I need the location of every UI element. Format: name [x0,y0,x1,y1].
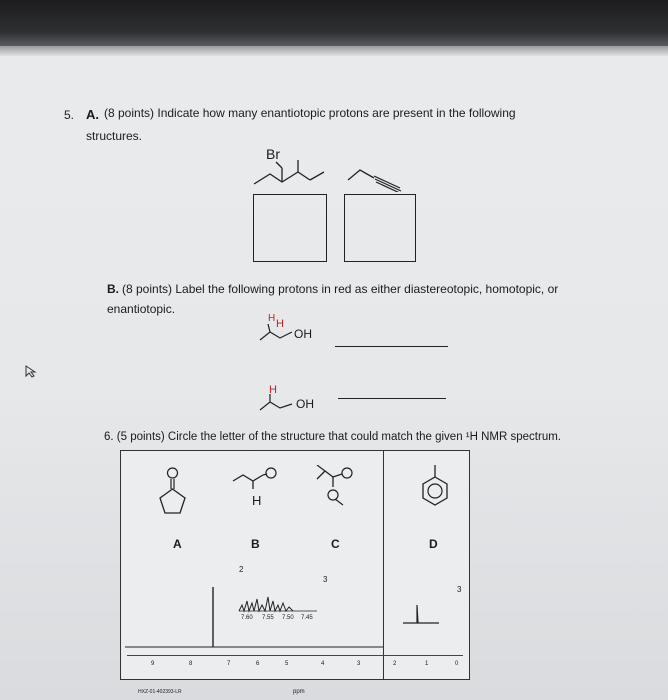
monitor-bezel-edge [0,46,668,56]
nmr-spectrum-panel [120,450,470,680]
question-5a-label: A. [86,107,99,122]
question-5b-text: (8 points) Label the following protons in red as either diastereotopic, homotopic, or [122,282,559,296]
axis-unit: ppm [293,689,305,695]
monitor-bezel [0,0,668,46]
struct2-h: H [269,384,277,396]
axis-tick-3: 3 [357,661,361,667]
alkyne-structure [344,162,414,192]
choice-d[interactable]: D [429,537,438,551]
question-5b-text-cont: enantiotopic. [107,302,176,316]
alcohol-structure-1 [258,320,298,344]
axis-tick-0: 0 [455,661,459,667]
inset-tick-2: 7.55 [262,615,274,621]
question-5a-text: (8 points) Indicate how many enantiotopic protons are present in the following [104,106,516,120]
axis-tick-8: 8 [189,661,193,667]
struct1-oh: OH [294,327,312,341]
answer-box-1[interactable] [253,194,327,262]
axis-tick-7: 7 [227,661,231,667]
axis-tick-4: 4 [321,661,325,667]
question-5-number: 5. [64,108,75,122]
peak-label-2: 2 [239,565,244,574]
struct2-oh: OH [296,397,314,411]
axis-tick-1: 1 [425,661,429,667]
struct1-h-second: H [276,318,284,330]
axis-tick-9: 9 [151,661,155,667]
inset-tick-1: 7.60 [241,615,253,621]
mouse-cursor-icon [24,364,38,378]
answer-line-2[interactable] [338,398,446,399]
axis-tick-6: 6 [256,661,260,667]
nmr-spectrum-trace [121,571,469,651]
question-6-text: 6. (5 points) Circle the letter of the structure that could match the given ¹H NMR spectrum. [104,431,561,443]
structure-c[interactable] [313,465,363,509]
inset-tick-4: 7.45 [301,615,313,621]
question-5a-text-cont: structures. [86,129,143,143]
answer-line-1[interactable] [335,346,448,347]
question-5b-label: B. [107,282,119,296]
alcohol-structure-2 [258,392,298,414]
peak-label-3: 3 [323,575,328,584]
struct1-h-top: H [268,313,276,324]
bromo-alkane-structure [248,158,328,188]
structure-a[interactable] [155,465,195,519]
choice-c[interactable]: C [331,537,340,551]
peak-label-3-d: 3 [457,585,462,594]
choice-b[interactable]: B [251,537,260,551]
choice-a[interactable]: A [173,537,182,551]
spectrum-code: HXZ-01-402393-LR [138,689,182,695]
inset-tick-3: 7.50 [282,615,294,621]
bromo-label: Br [266,146,280,162]
structure-d[interactable] [417,463,457,521]
ppm-axis [127,655,463,656]
answer-box-2[interactable] [344,194,416,262]
axis-tick-2: 2 [393,661,397,667]
axis-tick-5: 5 [285,661,289,667]
structure-b-h: H [252,493,262,508]
